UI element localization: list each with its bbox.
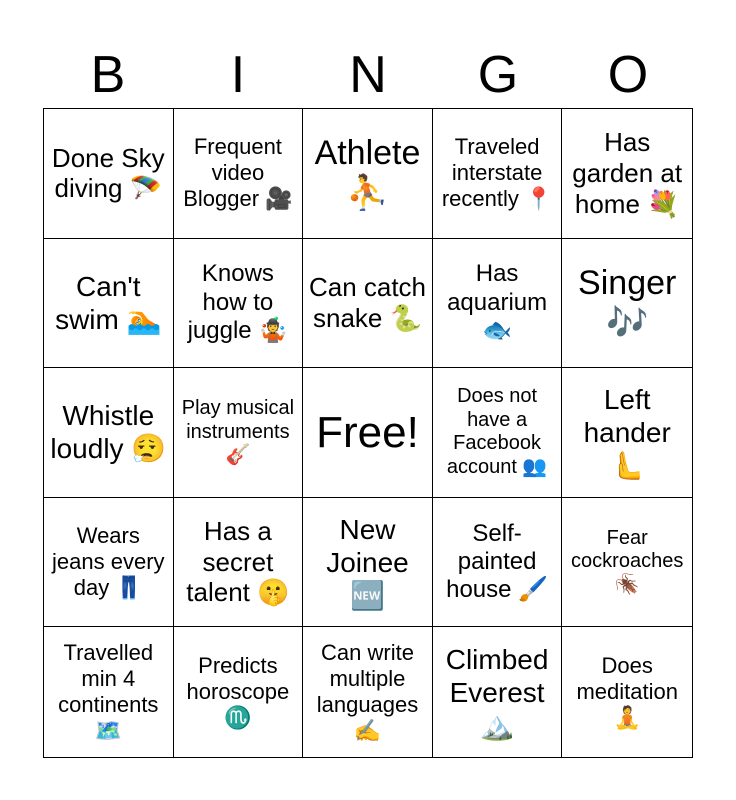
header-letter-n: N [349, 46, 387, 104]
bingo-cell[interactable]: Left hander 🫷 [562, 368, 692, 498]
bingo-cell[interactable]: Done Sky diving 🪂 [44, 109, 174, 239]
bingo-cell[interactable]: Climbed Everest 🏔️ [433, 627, 563, 757]
bingo-cell[interactable]: Wears jeans every day 👖 [44, 498, 174, 628]
bingo-cell[interactable]: New Joinee 🆕 [303, 498, 433, 628]
bingo-cell[interactable]: Can catch snake 🐍 [303, 239, 433, 369]
bingo-cell[interactable]: Frequent video Blogger 🎥 [174, 109, 304, 239]
bingo-header [43, 44, 693, 106]
bingo-cell[interactable]: Whistle loudly 😮‍💨 [44, 368, 174, 498]
bingo-cell[interactable]: Has aquarium 🐟 [433, 239, 563, 369]
header-letter-g: G [477, 46, 519, 104]
bingo-cell[interactable]: Traveled interstate recently 📍 [433, 109, 563, 239]
bingo-cell[interactable]: Does not have a Facebook account 👥 [433, 368, 563, 498]
bingo-cell[interactable]: Play musical instruments 🎸 [174, 368, 304, 498]
bingo-cell[interactable]: Has a secret talent 🤫 [174, 498, 304, 628]
bingo-cell[interactable]: Singer 🎶 [562, 239, 692, 369]
bingo-cell[interactable]: Predicts horoscope ♏ [174, 627, 304, 757]
bingo-cell[interactable]: Fear cockroaches 🪳 [562, 498, 692, 628]
bingo-cell[interactable]: Athlete ⛹️ [303, 109, 433, 239]
bingo-cell[interactable]: Does meditation 🧘 [576, 653, 678, 731]
header-letter-b: B [90, 46, 126, 104]
bingo-cell[interactable]: Travelled min 4 continents 🗺️ [44, 627, 174, 757]
bingo-card-grid [43, 108, 693, 758]
bingo-cell-free[interactable]: Free! [303, 368, 433, 498]
bingo-cell[interactable]: Knows how to juggle 🤹 [174, 239, 304, 369]
header-letter-o: O [607, 46, 649, 104]
bingo-cell[interactable]: Can't swim 🏊 [44, 239, 174, 369]
bingo-cell[interactable]: Self-painted house 🖌️ [433, 498, 563, 628]
header-letter-i: I [230, 46, 246, 104]
bingo-cell[interactable]: Has garden at home 💐 [562, 109, 692, 239]
bingo-cell[interactable]: Can write multiple languages ✍️ [303, 627, 433, 757]
